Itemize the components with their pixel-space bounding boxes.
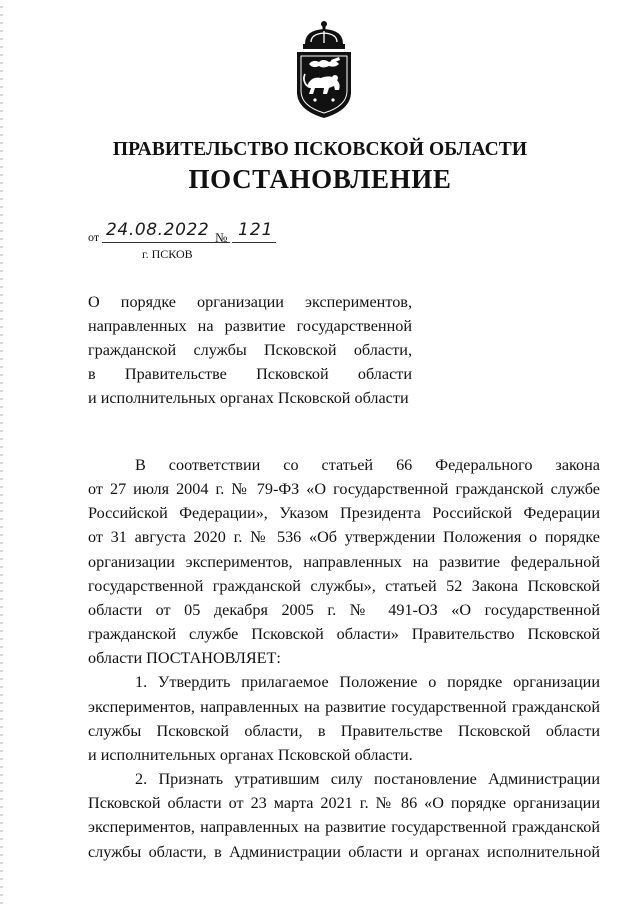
text-line: службы Псковской области, в Правительстве Псковской области — [88, 721, 600, 740]
city-label: г. ПСКОВ — [142, 247, 193, 261]
number-underline — [232, 242, 276, 243]
text-line: В соответствии со статьей 66 Федерального закона — [135, 456, 600, 474]
text-line: 1. Утвердить прилагаемое Положение о порядке организации — [135, 673, 600, 692]
text-line: организации экспериментов, направленных на развитие федеральной — [88, 552, 600, 571]
text-line: области ПОСТАНОВЛЯЕТ: — [88, 649, 281, 668]
text-line: экспериментов, направленных на развитие государственной гражданской — [88, 697, 600, 716]
item-1-paragraph — [88, 670, 600, 767]
document-body — [88, 453, 600, 864]
text-line: Псковской области от 23 марта 2021 г. № 86 «О порядке организации — [88, 794, 600, 813]
subject-line: гражданской службы Псковской области, — [88, 341, 412, 359]
document-date: 24.08.2022 — [106, 220, 210, 240]
scan-edge-artifact — [0, 0, 3, 905]
government-name: ПРАВИТЕЛЬСТВО ПСКОВСКОЙ ОБЛАСТИ — [112, 139, 528, 160]
document-subject — [88, 290, 412, 410]
text-line: службы области, в Администрации области и органах исполнительной — [88, 842, 600, 861]
registration-block — [88, 220, 298, 262]
subject-line: О порядке организации экспериментов, — [88, 293, 412, 311]
subject-line: и исполнительных органах Псковской области — [88, 389, 409, 407]
text-line: и исполнительных органах Псковской области. — [88, 745, 413, 764]
text-line: Российской Федерации», Указом Президента Российской Федерации — [88, 504, 600, 523]
preamble-paragraph — [88, 453, 600, 670]
date-from-label: от — [88, 230, 100, 244]
text-line: от 27 июля 2004 г. № 79-ФЗ «О государственной гражданской службе — [88, 480, 600, 499]
text-line: экспериментов, направленных на развитие государственной гражданской — [88, 818, 600, 837]
number-label: № — [215, 230, 228, 245]
text-line: 2. Признать утратившим силу постановление Администрации — [135, 770, 600, 789]
text-line: государственной гражданской службы», статьей 52 Закона Псковской — [88, 576, 600, 595]
document-type-title: ПОСТАНОВЛЕНИЕ — [188, 164, 452, 194]
subject-line: в Правительстве Псковской области — [88, 365, 412, 383]
text-line: от 31 августа 2020 г. № 536 «Об утверждении Положения о порядке — [88, 528, 600, 547]
date-underline — [102, 242, 230, 243]
item-2-paragraph — [88, 767, 600, 864]
subject-line: направленных на развитие государственной — [88, 317, 412, 335]
text-line: гражданской службе Псковской области» Правительство Псковской — [88, 625, 600, 644]
document-number: 121 — [238, 220, 274, 240]
text-line: области от 05 декабря 2005 г. № 491-ОЗ «О государственной — [88, 600, 600, 619]
pskov-coat-of-arms-icon — [291, 14, 357, 122]
